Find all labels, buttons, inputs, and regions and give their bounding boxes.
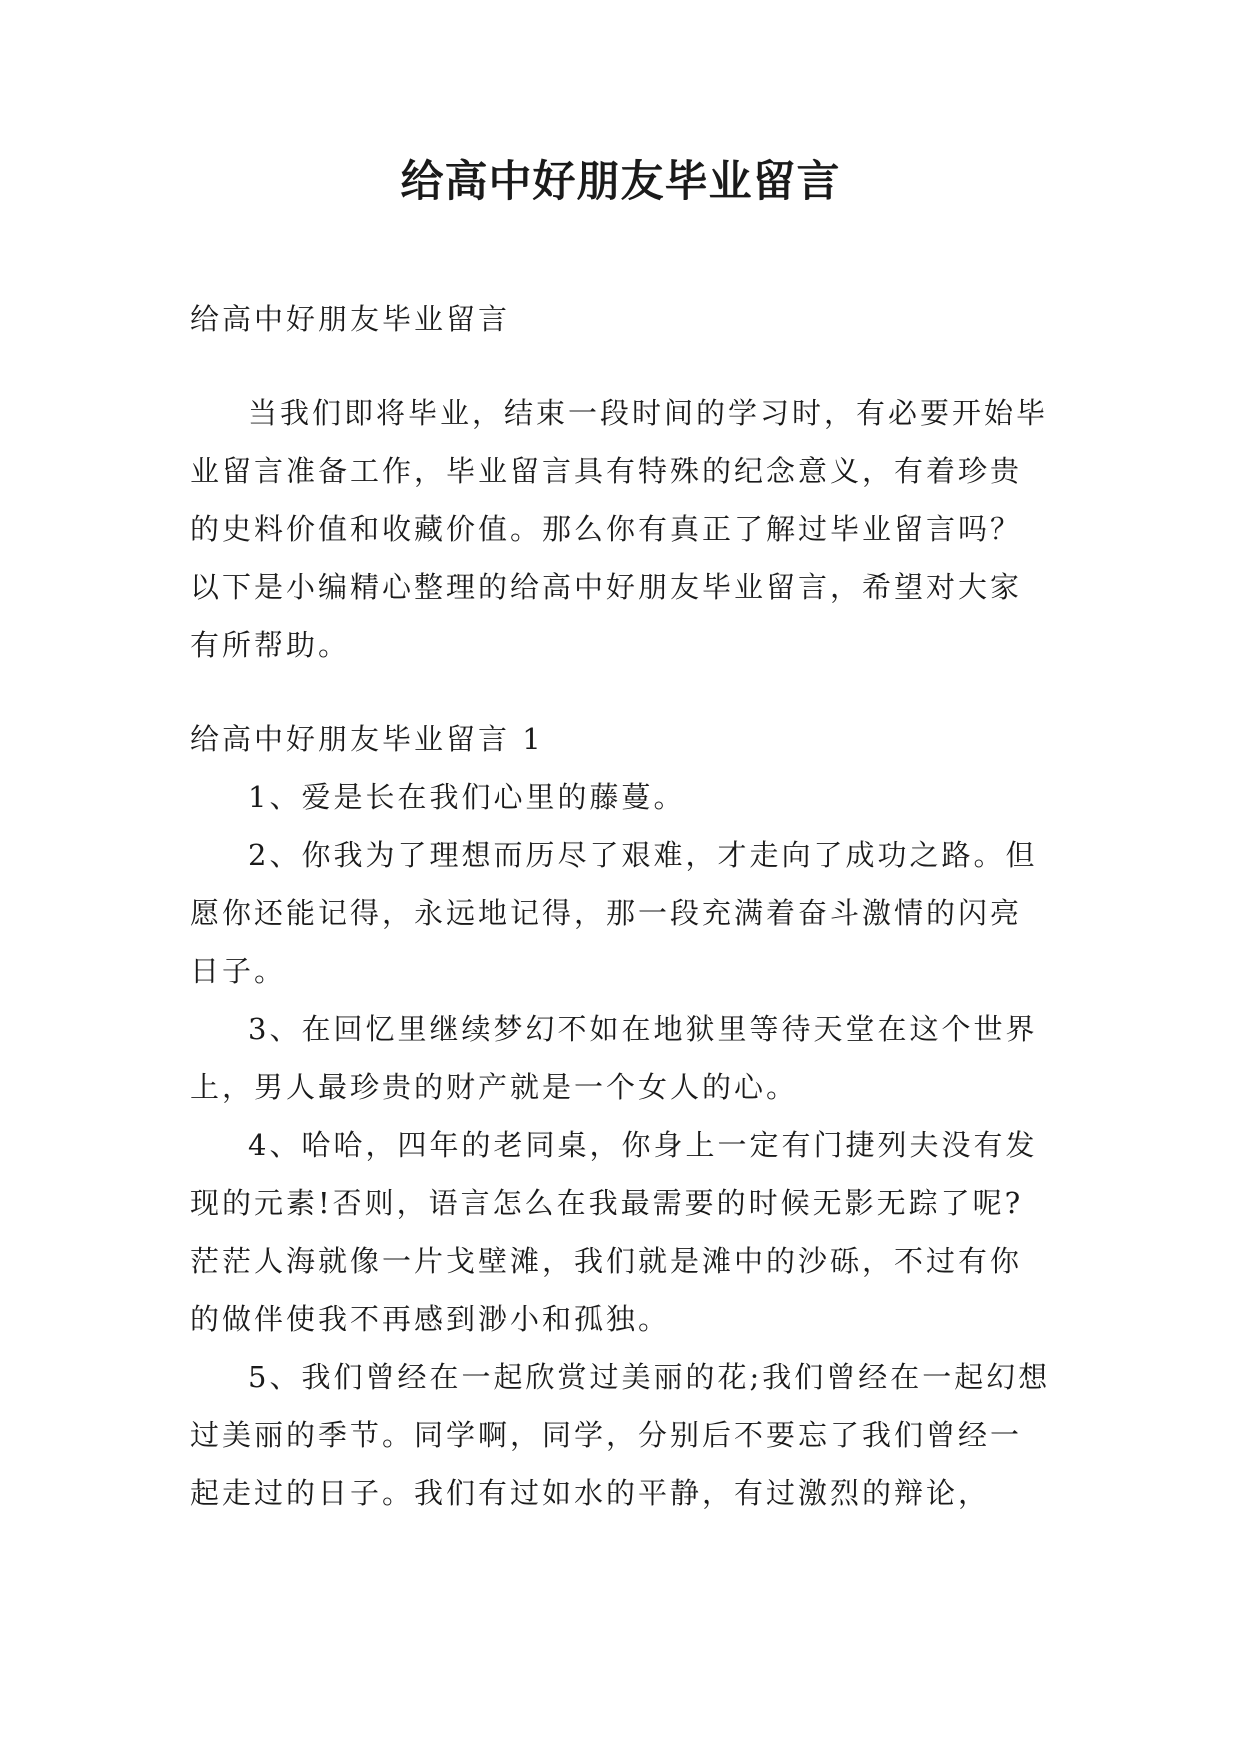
message-item-5: 5、我们曾经在一起欣赏过美丽的花;我们曾经在一起幻想过美丽的季节。同学啊，同学，分别后不要忘了我们曾经一起走过的日子。我们有过如水的平静，有过激烈的辩论，: [190, 1360, 1051, 1510]
document-body: [190, 290, 1052, 1522]
intro-paragraph: 当我们即将毕业，结束一段时间的学习时，有必要开始毕业留言准备工作，毕业留言具有特殊的纪念意义，有着珍贵的史料价值和收藏价值。那么你有真正了解过毕业留言吗？以下是小编精心整理的给高中好朋友毕业留言，希望对大家有所帮助。: [190, 396, 1049, 662]
section-heading: 给高中好朋友毕业留言 1: [190, 722, 544, 756]
message-item-4: 4、哈哈，四年的老同桌，你身上一定有门捷列夫没有发现的元素!否则，语言怎么在我最需要的时候无影无踪了呢?茫茫人海就像一片戈壁滩，我们就是滩中的沙砾，不过有你的做伴使我不再感到渺小和孤独。: [190, 1128, 1038, 1336]
document-subtitle: 给高中好朋友毕业留言: [190, 302, 511, 336]
message-item-1: 1、爱是长在我们心里的藤蔓。: [248, 780, 686, 814]
message-item-3: 3、在回忆里继续梦幻不如在地狱里等待天堂在这个世界上，男人最珍贵的财产就是一个女人的心。: [190, 1012, 1038, 1104]
document-title: 给高中好朋友毕业留言: [400, 157, 841, 207]
message-item-2: 2、你我为了理想而历尽了艰难，才走向了成功之路。但愿你还能记得，永远地记得，那一段充满着奋斗激情的闪亮日子。: [190, 838, 1038, 988]
